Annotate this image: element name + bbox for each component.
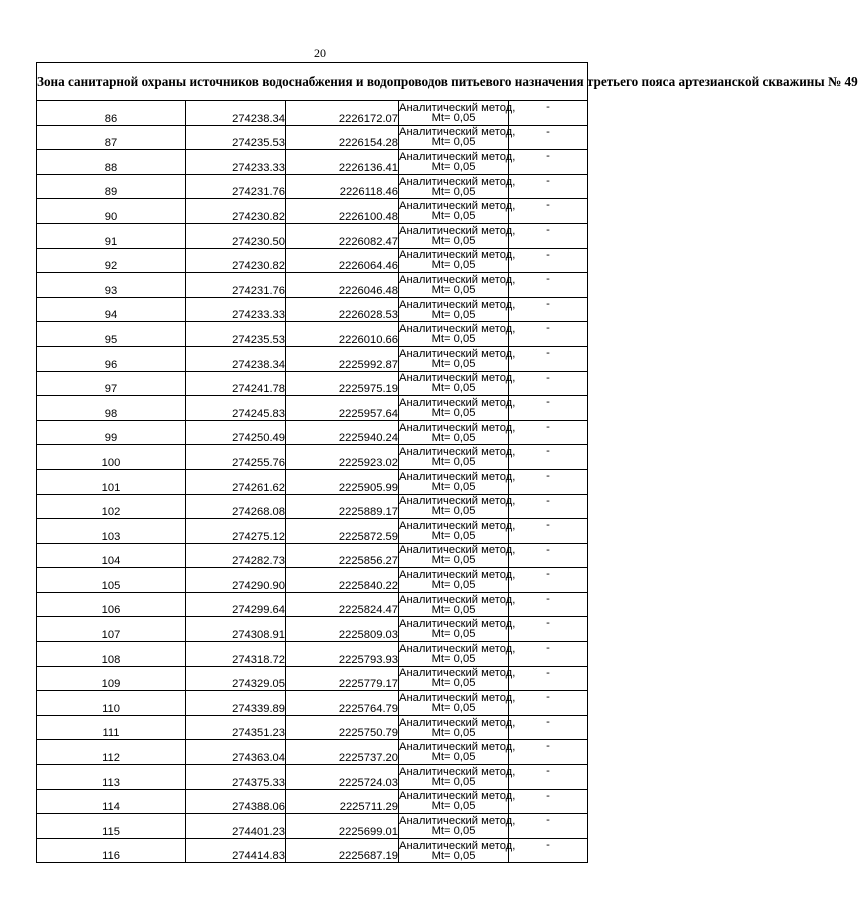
- coordinate-x: 274290.90: [186, 568, 286, 593]
- accuracy-text: Mt= 0,05: [431, 726, 476, 739]
- determination-method: [399, 248, 516, 273]
- coordinate-x: 274363.04: [186, 740, 286, 765]
- point-number: 106: [37, 592, 186, 617]
- coordinate-y: 2225957.64: [286, 396, 399, 421]
- coordinate-y: 2225872.59: [286, 519, 399, 544]
- method-text: Аналитический метод,: [399, 790, 516, 803]
- accuracy-text: Mt= 0,05: [431, 333, 476, 346]
- determination-method: [399, 469, 516, 494]
- accuracy-text: Mt= 0,05: [431, 160, 476, 173]
- note-cell: -: [509, 715, 588, 740]
- determination-method: [399, 420, 516, 445]
- method-text: Аналитический метод,: [399, 249, 516, 262]
- point-number: 108: [37, 642, 186, 667]
- method-text: Аналитический метод,: [399, 741, 516, 754]
- coordinate-x: 274318.72: [186, 642, 286, 667]
- accuracy-text: Mt= 0,05: [431, 234, 476, 247]
- coordinate-y: 2225687.19: [286, 838, 399, 863]
- coordinate-x: 274233.33: [186, 297, 286, 322]
- coordinate-x: 274245.83: [186, 396, 286, 421]
- method-text: Аналитический метод,: [399, 642, 516, 655]
- coordinate-x: 274235.53: [186, 125, 286, 150]
- accuracy-text: Mt= 0,05: [431, 259, 476, 272]
- note-cell: -: [509, 838, 588, 863]
- point-number: 88: [37, 150, 186, 175]
- point-number: 95: [37, 322, 186, 347]
- coordinates-table-body: [37, 63, 858, 863]
- coordinate-x: 274351.23: [186, 715, 286, 740]
- coordinate-y: 2225793.93: [286, 642, 399, 667]
- table-row: [37, 346, 588, 371]
- coordinate-y: 2226046.48: [286, 273, 399, 298]
- coordinate-y: 2225699.01: [286, 814, 399, 839]
- note-cell: -: [509, 543, 588, 568]
- method-text: Аналитический метод,: [399, 544, 516, 557]
- method-text: Аналитический метод,: [399, 470, 516, 483]
- table-row: [37, 814, 588, 839]
- coordinate-y: 2225889.17: [286, 494, 399, 519]
- table-row: [37, 715, 588, 740]
- method-text: Аналитический метод,: [399, 224, 516, 237]
- determination-method: [399, 543, 516, 568]
- table-row: [37, 838, 588, 863]
- method-text: Аналитический метод,: [399, 839, 516, 852]
- coordinates-table: [36, 62, 858, 863]
- table-row: [37, 125, 588, 150]
- coordinate-y: 2226010.66: [286, 322, 399, 347]
- table-row: [37, 150, 588, 175]
- coordinate-y: 2225923.02: [286, 445, 399, 470]
- determination-method: [399, 765, 516, 790]
- point-number: 98: [37, 396, 186, 421]
- accuracy-text: Mt= 0,05: [431, 505, 476, 518]
- determination-method: [399, 642, 516, 667]
- accuracy-text: Mt= 0,05: [431, 308, 476, 321]
- table-row: [37, 445, 588, 470]
- table-row: [37, 740, 588, 765]
- coordinate-x: 274250.49: [186, 420, 286, 445]
- note-cell: -: [509, 469, 588, 494]
- method-text: Аналитический метод,: [399, 273, 516, 286]
- note-cell: -: [509, 297, 588, 322]
- table-row: [37, 248, 588, 273]
- accuracy-text: Mt= 0,05: [431, 579, 476, 592]
- accuracy-text: Mt= 0,05: [431, 775, 476, 788]
- point-number: 94: [37, 297, 186, 322]
- determination-method: [399, 297, 516, 322]
- point-number: 91: [37, 223, 186, 248]
- table-title-row: [37, 63, 588, 101]
- coordinate-x: 274230.82: [186, 248, 286, 273]
- accuracy-text: Mt= 0,05: [431, 283, 476, 296]
- coordinate-x: 274238.34: [186, 101, 286, 126]
- coordinate-x: 274414.83: [186, 838, 286, 863]
- coordinate-y: 2225750.79: [286, 715, 399, 740]
- table-row: [37, 765, 588, 790]
- coordinate-x: 274388.06: [186, 789, 286, 814]
- point-number: 99: [37, 420, 186, 445]
- point-number: 87: [37, 125, 186, 150]
- note-cell: -: [509, 642, 588, 667]
- coordinate-x: 274231.76: [186, 174, 286, 199]
- accuracy-text: Mt= 0,05: [431, 111, 476, 124]
- note-cell: -: [509, 445, 588, 470]
- coordinate-y: 2226082.47: [286, 223, 399, 248]
- accuracy-text: Mt= 0,05: [431, 677, 476, 690]
- table-row: [37, 691, 588, 716]
- note-cell: -: [509, 346, 588, 371]
- method-text: Аналитический метод,: [399, 569, 516, 582]
- accuracy-text: Mt= 0,05: [431, 456, 476, 469]
- accuracy-text: Mt= 0,05: [431, 825, 476, 838]
- accuracy-text: Mt= 0,05: [431, 628, 476, 641]
- point-number: 96: [37, 346, 186, 371]
- coordinate-y: 2226100.48: [286, 199, 399, 224]
- table-row: [37, 666, 588, 691]
- method-text: Аналитический метод,: [399, 347, 516, 360]
- method-text: Аналитический метод,: [399, 126, 516, 139]
- coordinate-y: 2225856.27: [286, 543, 399, 568]
- determination-method: [399, 592, 516, 617]
- determination-method: [399, 494, 516, 519]
- determination-method: [399, 789, 516, 814]
- determination-method: [399, 568, 516, 593]
- accuracy-text: Mt= 0,05: [431, 136, 476, 149]
- accuracy-text: Mt= 0,05: [431, 652, 476, 665]
- table-row: [37, 543, 588, 568]
- accuracy-text: Mt= 0,05: [431, 480, 476, 493]
- determination-method: [399, 371, 516, 396]
- table-row: [37, 396, 588, 421]
- coordinate-x: 274230.50: [186, 223, 286, 248]
- point-number: 111: [37, 715, 186, 740]
- coordinate-y: 2225724.03: [286, 765, 399, 790]
- determination-method: [399, 838, 516, 863]
- point-number: 89: [37, 174, 186, 199]
- table-row: [37, 322, 588, 347]
- determination-method: [399, 101, 516, 126]
- table-row: [37, 592, 588, 617]
- point-number: 101: [37, 469, 186, 494]
- accuracy-text: Mt= 0,05: [431, 529, 476, 542]
- method-text: Аналитический метод,: [399, 519, 516, 532]
- note-cell: -: [509, 322, 588, 347]
- accuracy-text: Mt= 0,05: [431, 406, 476, 419]
- accuracy-text: Mt= 0,05: [431, 185, 476, 198]
- determination-method: [399, 346, 516, 371]
- note-cell: -: [509, 248, 588, 273]
- method-text: Аналитический метод,: [399, 446, 516, 459]
- note-cell: -: [509, 765, 588, 790]
- table-row: [37, 642, 588, 667]
- point-number: 105: [37, 568, 186, 593]
- coordinate-x: 274261.62: [186, 469, 286, 494]
- point-number: 110: [37, 691, 186, 716]
- method-text: Аналитический метод,: [399, 667, 516, 680]
- method-text: Аналитический метод,: [399, 765, 516, 778]
- point-number: 102: [37, 494, 186, 519]
- coordinate-x: 274375.33: [186, 765, 286, 790]
- coordinate-x: 274401.23: [186, 814, 286, 839]
- determination-method: [399, 445, 516, 470]
- point-number: 103: [37, 519, 186, 544]
- note-cell: -: [509, 101, 588, 126]
- accuracy-text: Mt= 0,05: [431, 849, 476, 862]
- coordinate-y: 2225905.99: [286, 469, 399, 494]
- coordinate-x: 274238.34: [186, 346, 286, 371]
- table-row: [37, 469, 588, 494]
- accuracy-text: Mt= 0,05: [431, 702, 476, 715]
- method-text: Аналитический метод,: [399, 298, 516, 311]
- coordinate-y: 2225992.87: [286, 346, 399, 371]
- determination-method: [399, 199, 516, 224]
- method-text: Аналитический метод,: [399, 200, 516, 213]
- method-text: Аналитический метод,: [399, 372, 516, 385]
- table-row: [37, 371, 588, 396]
- accuracy-text: Mt= 0,05: [431, 382, 476, 395]
- coordinate-y: 2226136.41: [286, 150, 399, 175]
- accuracy-text: Mt= 0,05: [431, 357, 476, 370]
- coordinate-y: 2225779.17: [286, 666, 399, 691]
- coordinate-y: 2225824.47: [286, 592, 399, 617]
- note-cell: -: [509, 174, 588, 199]
- coordinate-x: 274231.76: [186, 273, 286, 298]
- note-cell: -: [509, 199, 588, 224]
- note-cell: -: [509, 396, 588, 421]
- method-text: Аналитический метод,: [399, 495, 516, 508]
- accuracy-text: Mt= 0,05: [431, 603, 476, 616]
- table-row: [37, 789, 588, 814]
- point-number: 113: [37, 765, 186, 790]
- note-cell: -: [509, 494, 588, 519]
- method-text: Аналитический метод,: [399, 716, 516, 729]
- point-number: 92: [37, 248, 186, 273]
- determination-method: [399, 666, 516, 691]
- coordinate-y: 2225711.29: [286, 789, 399, 814]
- coordinate-x: 274235.53: [186, 322, 286, 347]
- point-number: 107: [37, 617, 186, 642]
- accuracy-text: Mt= 0,05: [431, 800, 476, 813]
- table-row: [37, 199, 588, 224]
- coordinate-y: 2225764.79: [286, 691, 399, 716]
- coordinate-y: 2226028.53: [286, 297, 399, 322]
- accuracy-text: Mt= 0,05: [431, 751, 476, 764]
- point-number: 100: [37, 445, 186, 470]
- point-number: 97: [37, 371, 186, 396]
- determination-method: [399, 174, 516, 199]
- method-text: Аналитический метод,: [399, 323, 516, 336]
- point-number: 86: [37, 101, 186, 126]
- note-cell: -: [509, 592, 588, 617]
- determination-method: [399, 125, 516, 150]
- point-number: 104: [37, 543, 186, 568]
- determination-method: [399, 322, 516, 347]
- note-cell: -: [509, 666, 588, 691]
- method-text: Аналитический метод,: [399, 593, 516, 606]
- page-number: 20: [314, 46, 326, 60]
- method-text: Аналитический метод,: [399, 150, 516, 163]
- point-number: 112: [37, 740, 186, 765]
- note-cell: -: [509, 150, 588, 175]
- table-row: [37, 617, 588, 642]
- determination-method: [399, 519, 516, 544]
- note-cell: -: [509, 617, 588, 642]
- determination-method: [399, 617, 516, 642]
- coordinate-x: 274230.82: [186, 199, 286, 224]
- note-cell: -: [509, 371, 588, 396]
- note-cell: -: [509, 740, 588, 765]
- coordinate-x: 274255.76: [186, 445, 286, 470]
- coordinate-x: 274268.08: [186, 494, 286, 519]
- note-cell: -: [509, 568, 588, 593]
- coordinate-x: 274308.91: [186, 617, 286, 642]
- determination-method: [399, 814, 516, 839]
- determination-method: [399, 273, 516, 298]
- determination-method: [399, 691, 516, 716]
- coordinate-x: 274282.73: [186, 543, 286, 568]
- table-row: [37, 519, 588, 544]
- method-text: Аналитический метод,: [399, 175, 516, 188]
- accuracy-text: Mt= 0,05: [431, 431, 476, 444]
- coordinate-x: 274241.78: [186, 371, 286, 396]
- method-text: Аналитический метод,: [399, 692, 516, 705]
- point-number: 115: [37, 814, 186, 839]
- table-row: [37, 420, 588, 445]
- note-cell: -: [509, 223, 588, 248]
- table-row: [37, 568, 588, 593]
- determination-method: [399, 150, 516, 175]
- accuracy-text: Mt= 0,05: [431, 554, 476, 567]
- accuracy-text: Mt= 0,05: [431, 210, 476, 223]
- coordinate-y: 2226172.07: [286, 101, 399, 126]
- determination-method: [399, 396, 516, 421]
- method-text: Аналитический метод,: [399, 101, 516, 114]
- point-number: 90: [37, 199, 186, 224]
- table-row: [37, 494, 588, 519]
- coordinate-y: 2225975.19: [286, 371, 399, 396]
- method-text: Аналитический метод,: [399, 815, 516, 828]
- point-number: 114: [37, 789, 186, 814]
- coordinate-x: 274275.12: [186, 519, 286, 544]
- point-number: 109: [37, 666, 186, 691]
- note-cell: -: [509, 420, 588, 445]
- table-row: [37, 273, 588, 298]
- note-cell: -: [509, 519, 588, 544]
- coordinate-y: 2225940.24: [286, 420, 399, 445]
- table-title: Зона санитарной охраны источников водоснабжения и водопроводов питьевого назначения третьего пояса артезианской скважины № 49: [37, 63, 588, 101]
- method-text: Аналитический метод,: [399, 396, 516, 409]
- coordinate-y: 2225809.03: [286, 617, 399, 642]
- coordinate-y: 2226064.46: [286, 248, 399, 273]
- coordinate-x: 274233.33: [186, 150, 286, 175]
- coordinate-y: 2225840.22: [286, 568, 399, 593]
- note-cell: -: [509, 691, 588, 716]
- point-number: 116: [37, 838, 186, 863]
- note-cell: -: [509, 125, 588, 150]
- note-cell: -: [509, 273, 588, 298]
- coordinate-y: 2225737.20: [286, 740, 399, 765]
- point-number: 93: [37, 273, 186, 298]
- coordinate-x: 274329.05: [186, 666, 286, 691]
- method-text: Аналитический метод,: [399, 421, 516, 434]
- note-cell: -: [509, 789, 588, 814]
- table-row: [37, 297, 588, 322]
- determination-method: [399, 715, 516, 740]
- coordinate-x: 274339.89: [186, 691, 286, 716]
- method-text: Аналитический метод,: [399, 618, 516, 631]
- coordinate-y: 2226154.28: [286, 125, 399, 150]
- table-row: [37, 101, 588, 126]
- determination-method: [399, 223, 516, 248]
- table-row: [37, 223, 588, 248]
- determination-method: [399, 740, 516, 765]
- coordinate-y: 2226118.46: [286, 174, 399, 199]
- coordinate-x: 274299.64: [186, 592, 286, 617]
- note-cell: -: [509, 814, 588, 839]
- table-row: [37, 174, 588, 199]
